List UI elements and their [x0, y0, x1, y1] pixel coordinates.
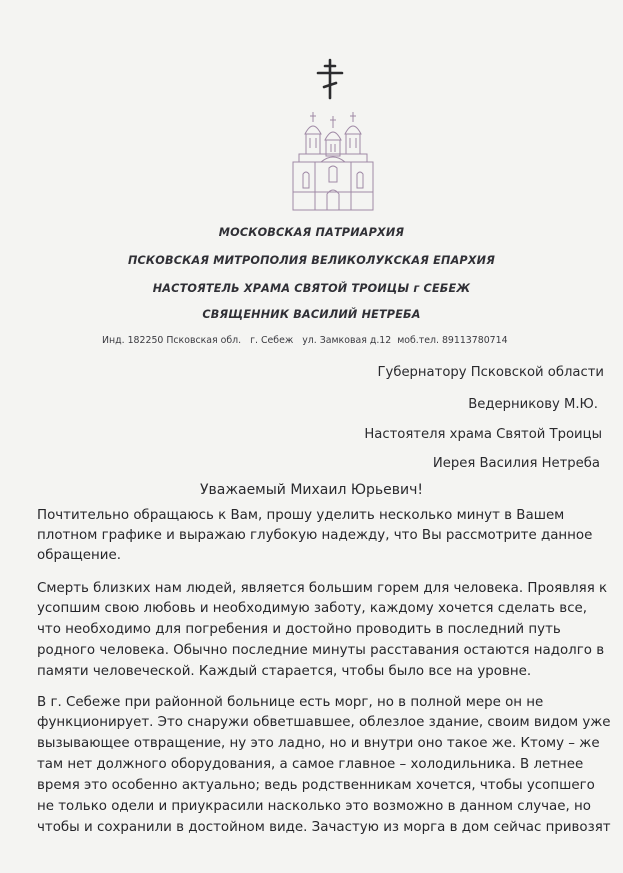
body-text-line: функционирует. Это снаружи обветшавшее, облезлое здание, своим видом уже: [37, 715, 611, 730]
body-text-line: время это особенно актуально; ведь родственникам хочется, чтобы усопшего: [37, 778, 595, 793]
letterhead-rector: НАСТОЯТЕЛЬ ХРАМА СВЯТОЙ ТРОИЦЫ г СЕБЕЖ: [152, 282, 471, 295]
addressee-line: Ведерникову М.Ю.: [468, 397, 598, 412]
body-text-line: вызывающее отвращение, ну это ладно, но и внутри оно такое же. Ктому – же: [37, 736, 600, 751]
body-text-line: усопшим свою любовь и необходимую заботу, каждому хочется сделать все,: [37, 601, 588, 616]
body-text-line: обращение.: [37, 548, 121, 563]
body-text-line: Смерть близких нам людей, является большим горем для человека. Проявляя к: [37, 581, 608, 596]
church-illustration: [285, 110, 381, 212]
letterhead-metropolis: ПСКОВСКАЯ МИТРОПОЛИЯ ВЕЛИКОЛУКСКАЯ ЕПАРХИЯ: [127, 254, 496, 267]
addressee-line: Губернатору Псковской области: [377, 365, 604, 380]
body-text-line: чтобы и сохранили в достойном виде. Зачастую из морга в дом сейчас привозят: [37, 820, 611, 835]
body-text-line: памяти человеческой. Каждый старается, чтобы было все на уровне.: [37, 664, 532, 679]
letterhead-address: Инд. 182250 Псковская обл. г. Себеж ул. Замковая д.12 моб.тел. 89113780714: [102, 335, 508, 346]
addressee-line: Иерея Василия Нетреба: [432, 456, 600, 471]
body-text-line: там нет должного оборудования, а самое главное – холодильника. В летнее: [37, 757, 584, 772]
letterhead-patriarchate: МОСКОВСКАЯ ПАТРИАРХИЯ: [218, 226, 405, 239]
body-text-line: не только одели и приукрасили насколько это возможно в данном случае, но: [37, 799, 591, 814]
body-text-line: В г. Себеже при районной больнице есть морг, но в полной мере он не: [37, 695, 544, 710]
addressee-line: Настоятеля храма Святой Троицы: [364, 427, 602, 442]
orthodox-cross-icon: [314, 58, 346, 100]
letterhead-priest: СВЯЩЕННИК ВАСИЛИЙ НЕТРЕБА: [202, 308, 421, 321]
body-text-line: плотном графике и выражаю глубокую надежду, что Вы рассмотрите данное: [37, 528, 593, 543]
body-text-line: Почтительно обращаюсь к Вам, прошу уделить несколько минут в Вашем: [37, 508, 565, 523]
body-text-line: родного человека. Обычно последние минуты расставания остаются надолго в: [37, 643, 605, 658]
body-text-line: что необходимо для погребения и достойно проводить в последний путь: [37, 622, 561, 637]
salutation: Уважаемый Михаил Юрьевич!: [200, 482, 423, 498]
